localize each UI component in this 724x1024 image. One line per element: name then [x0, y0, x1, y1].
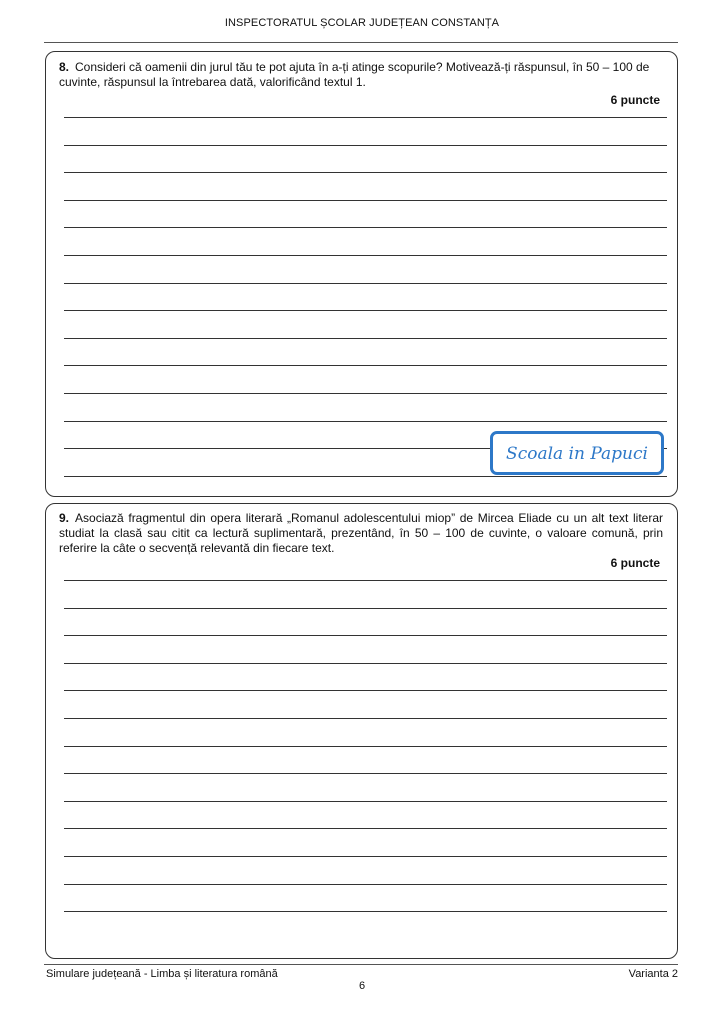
answer-line: [64, 200, 667, 201]
question-8-box: [45, 51, 678, 497]
page-header-title: INSPECTORATUL ȘCOLAR JUDEȚEAN CONSTANȚA: [224, 17, 500, 29]
answer-line: [64, 746, 667, 747]
answer-line: [64, 393, 667, 394]
question-8-prompt: Consideri că oamenii din jurul tău te pot ajuta în a-ți atinge scopurile? Motivează-ți răspunsul, în 50 – 100 de cuvinte, răspunsul la întrebarea dată, valorificând textul 1.: [59, 60, 650, 89]
answer-line: [64, 884, 667, 885]
watermark-logo-icon: [495, 436, 659, 470]
question-9-points: 6 puncte: [610, 556, 660, 570]
answer-line: [64, 255, 667, 256]
answer-line: [64, 663, 667, 664]
question-8-number: 8.: [59, 60, 70, 74]
answer-line: [64, 476, 667, 477]
answer-line: [64, 608, 667, 609]
question-8-text-block: [59, 60, 663, 90]
page-number: 6: [358, 980, 366, 992]
answer-line: [64, 856, 667, 857]
scoala-in-papuci-watermark: [490, 431, 664, 475]
question-9-box: [45, 503, 678, 959]
answer-line: [64, 801, 667, 802]
question-9-prompt: Asociază fragmentul din opera literară „Romanul adolescentului miop” de Mircea Eliade cu un alt text literar studiat la clasă sau citit ca lectură suplimentară, prezentând, în 50 – 100 de cuvinte, o valoare comună, prin referire la câte o secvență relevantă din fiecare text.: [59, 511, 663, 555]
answer-line: [64, 338, 667, 339]
question-8-points: 6 puncte: [610, 93, 660, 107]
answer-line: [64, 580, 667, 581]
answer-line: [64, 773, 667, 774]
answer-line: [64, 117, 667, 118]
answer-line: [64, 718, 667, 719]
answer-line: [64, 421, 667, 422]
footer-variant: Varianta 2: [628, 968, 678, 980]
answer-line: [64, 145, 667, 146]
answer-line: [64, 310, 667, 311]
answer-line: [64, 172, 667, 173]
answer-line: [64, 690, 667, 691]
answer-line: [64, 283, 667, 284]
answer-line: [64, 635, 667, 636]
answer-line: [64, 365, 667, 366]
answer-line: [64, 227, 667, 228]
footer-exam-title: Simulare județeană - Limba și literatura română: [46, 968, 278, 980]
svg-text:Scoala in Papuci: Scoala in Papuci: [506, 444, 648, 464]
header-divider: [44, 42, 678, 43]
answer-line: [64, 828, 667, 829]
question-9-number: 9.: [59, 511, 70, 525]
footer-divider: [44, 964, 678, 965]
question-9-text-block: [59, 511, 663, 556]
answer-line: [64, 911, 667, 912]
